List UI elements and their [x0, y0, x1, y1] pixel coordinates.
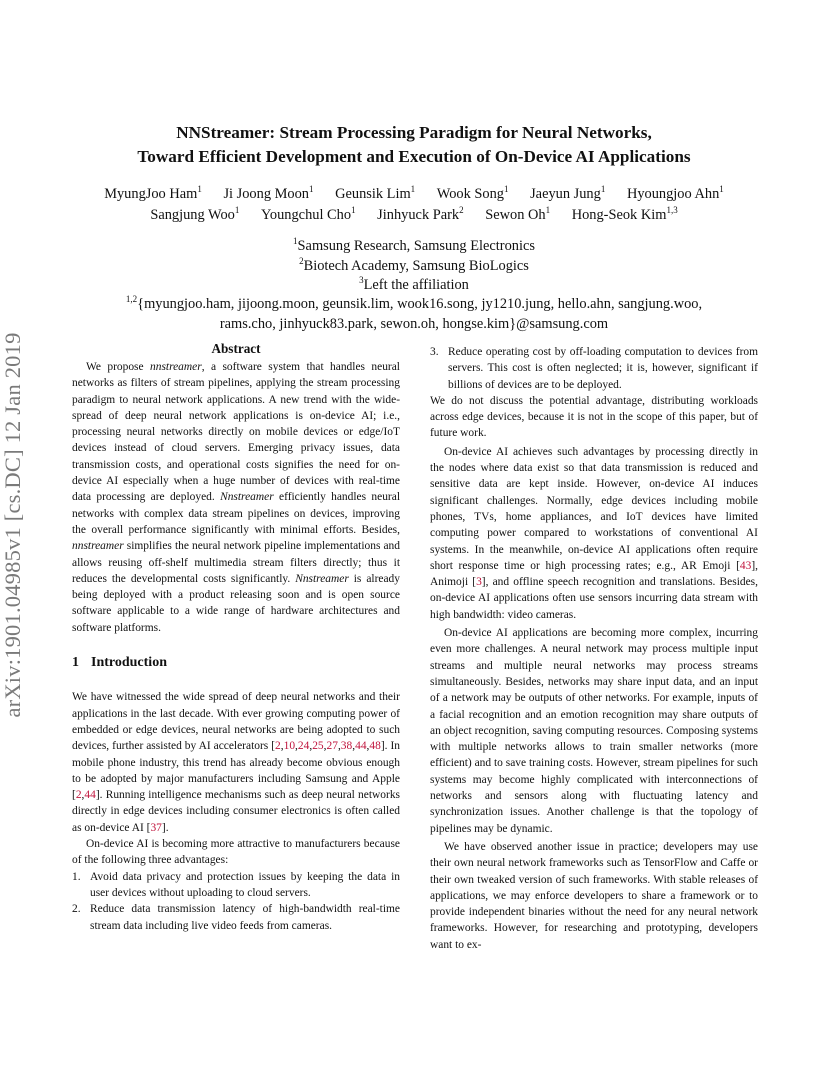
right-paragraph-4: We have observed another issue in practice; developers may use their own neural network frameworks such as TensorFlow and Caffe or their own tweaked version of such frameworks. With stable releases of applications, we may enforce developers to share a framework or to provide independent binaries without the need for any neural network frameworks. However, for researching and prototyping, developers want to ex-	[430, 840, 758, 951]
intro-paragraph-2: On-device AI is becoming more attractive to manufacturers because of the following three advantages:	[72, 838, 400, 867]
author: Wook Song$^1$	[436, 184, 509, 202]
right-paragraph-1: We do not discuss the potential advantage, distributing workloads across edge devices, because it is not in the scope of this paper, but of future work.	[430, 394, 758, 440]
citation-link[interactable]: 3	[476, 576, 482, 589]
email-line-1: $^{1,2}${myungjoo.ham, jijoong.moon, geunsik.lim, wook16.song, jy1210.jung, hello.ahn, sangjung.woo,	[125, 294, 703, 312]
author: Jaeyun Jung$^1$	[530, 184, 606, 202]
author: Jinhyuck Park$^2$	[377, 205, 464, 223]
citation-link[interactable]: 27	[326, 740, 338, 753]
email-line-2: rams.cho, jinhyuck83.park, sewon.oh, hongse.kim}@samsung.com	[219, 315, 609, 332]
citation-link[interactable]: 24	[297, 740, 310, 753]
citation-link[interactable]: 38	[340, 740, 353, 753]
intro-paragraph-1: We have witnessed the wide spread of deep neural networks and their applications in the last decade. With ever growing computing power of embedded or edge devices, neural networks are being adopted to such devices, further assisted by AI accelerators [2,10,24,25,27,38,44,48]. In mobile phone industry, this trend has already become obvious enough to be adopted by major manufacturers including Samsung and Apple [2,44]. Running intelligence mechanisms such as deep neural networks directly in edge devices including consumer electronics is often called as on-device AI [37].	[72, 691, 401, 834]
title-line-2: Toward Efficient Development and Execution of On-Device AI Applications	[137, 147, 691, 166]
affiliation: $^2$Biotech Academy, Samsung BioLogics	[299, 255, 529, 274]
author: MyungJoo Ham$^1$	[104, 184, 202, 202]
author: Geunsik Lim$^1$	[335, 184, 416, 202]
author-emails	[0, 295, 828, 334]
citation-link[interactable]: 25	[312, 740, 324, 753]
citation-link[interactable]: 2	[275, 740, 281, 753]
citation-link[interactable]: 44	[355, 740, 367, 753]
title-line-1: NNStreamer: Stream Processing Paradigm for Neural Networks,	[176, 123, 652, 142]
advantage-list-item: 3. Reduce operating cost by off-loading computation to devices from servers. This cost is often neglected; it is, however, significant if billions of devices are to be deployed.	[430, 346, 758, 391]
right-column	[430, 344, 758, 953]
author: Hyoungjoo Ahn$^1$	[626, 184, 724, 202]
citation-link[interactable]: 43	[739, 559, 752, 572]
section-heading-introduction: 1 Introduction	[72, 655, 167, 671]
author: Sangjung Woo$^1$	[150, 205, 240, 223]
right-paragraph-2: On-device AI achieves such advantages by processing directly in the nodes where data exist so that data transmission is reduced and sensitive data are kept inside. However, on-device AI induces significant challenges. Normally, edge devices including mobile phones, TVs, home appliances, and IoT devices have limited computing power compared to workstations of conventional AI systems. In the meanwhile, on-device AI applications often require short response time or high processing rates; e.g., AR Emoji [43], Animoji [3], and offline speech recognition and translations. Besides, on-device AI applications often use sensors incurring data stream with high bandwidth: video cameras.	[430, 445, 758, 621]
abstract-text: We propose nnstreamer, a software system that handles neural networks as filters of stream pipelines, applying the stream processing paradigm to neural network applications. A new trend with the wide-spread of deep neural network applications is on-device AI; i.e., processing neural networks directly on mobile devices or edge/IoT devices instead of cloud servers. Emerging privacy issues, data transmission costs, and operational costs signifies the need for on-device AI especially when a huge number of devices with real-time data processing are deployed. Nnstreamer efficiently handles neural networks with complex data stream pipelines on devices, improving the overall performance significantly with minimal efforts. Besides, nnstreamer simplifies the neural network pipeline implementations and allows reusing off-shelf multimedia stream filters directly; thus it reduces the developmental costs significantly. Nnstreamer is already being deployed with a product releasing soon and is open source software applicable to a wide range of hardware architectures and software platforms.	[72, 361, 400, 634]
author: Hong-Seok Kim$^{1,3}$	[571, 205, 678, 223]
arxiv-identifier-text: arXiv:1901.04985v1 [cs.DC] 12 Jan 2019	[0, 332, 25, 718]
right-paragraph-3: On-device AI applications are becoming more complex, incurring even more challenges. A neural network may process multiple input streams and multiple neural networks may process streams simultaneously. Besides, networks may share input data, and an input of a network may be outputs of other networks. For example, inputs of a facial recognition and an emotion recognition may share outputs of an object recognition, saving computing resources. Composing systems with multiple networks allows to train smaller networks (more efficient) and to save training costs. However, stream pipelines for such systems may become highly complicated with interconnections of networks and sensors along with fluctuating latency and synchronization issues. Another challenge is that the topology of pipelines may be dynamic.	[430, 627, 758, 835]
advantage-list-item: 1. Avoid data privacy and protection issues by keeping the data in user devices without uploading to cloud servers.	[72, 870, 400, 899]
citation-link[interactable]: 2	[75, 789, 82, 802]
citation-link[interactable]: 10	[283, 740, 296, 753]
citation-link[interactable]: 44	[84, 789, 96, 802]
affiliation: $^1$Samsung Research, Samsung Electronics	[293, 236, 535, 254]
author: Ji Joong Moon$^1$	[223, 184, 314, 202]
author-list	[0, 184, 828, 226]
affiliation: $^3$Left the affiliation	[359, 275, 469, 293]
author-row-2	[0, 205, 828, 226]
author: Youngchul Cho$^1$	[260, 205, 356, 223]
abstract-heading: Abstract	[211, 341, 261, 356]
left-column	[72, 341, 400, 934]
citation-link[interactable]: 37	[150, 821, 162, 834]
author: Sewon Oh$^1$	[485, 205, 551, 223]
paper-title	[0, 121, 828, 169]
citation-link[interactable]: 48	[369, 740, 381, 753]
author-row-1	[0, 184, 828, 205]
advantage-list-item: 2. Reduce data transmission latency of high-bandwidth real-time stream data including live video feeds from cameras.	[72, 903, 400, 932]
affiliations	[0, 237, 828, 296]
